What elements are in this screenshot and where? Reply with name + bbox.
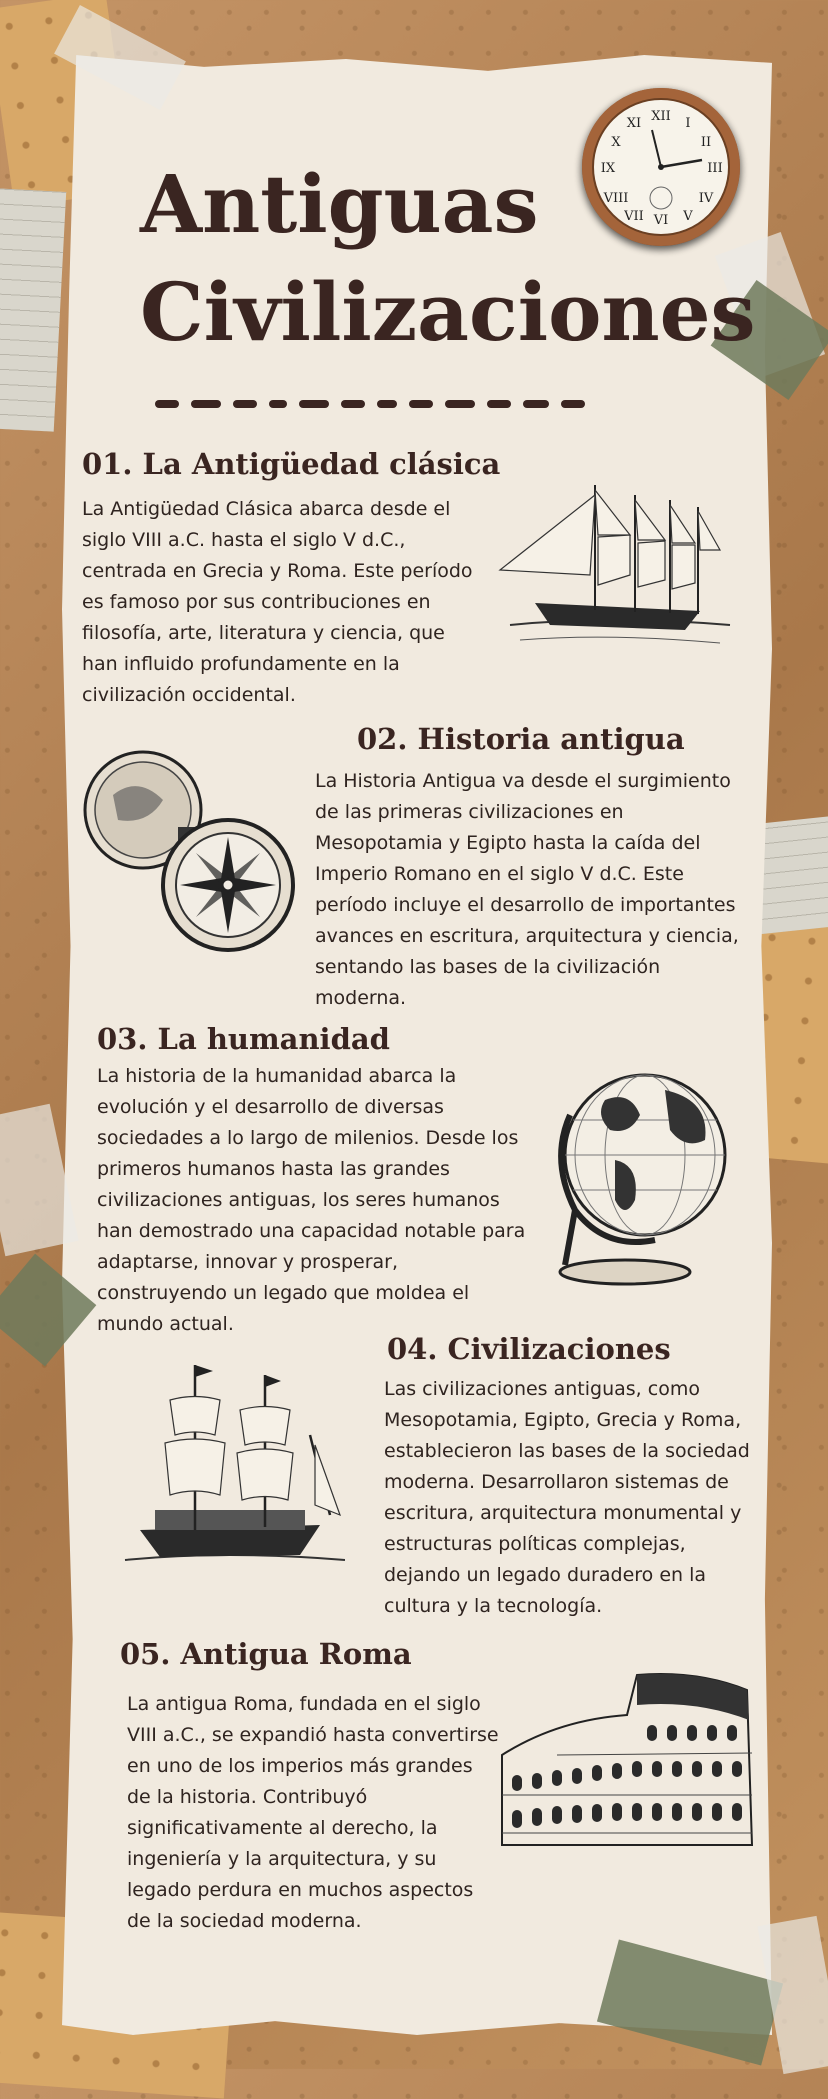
svg-text:X: X — [611, 135, 621, 150]
svg-text:XII: XII — [651, 109, 671, 124]
svg-text:VI: VI — [653, 213, 669, 228]
svg-text:V: V — [683, 209, 693, 224]
pocket-watch-icon — [582, 88, 740, 246]
svg-text:IV: IV — [698, 191, 714, 206]
compass-icon — [78, 745, 308, 975]
svg-text:I: I — [685, 116, 691, 131]
svg-text:XI: XI — [626, 116, 642, 131]
section-4-heading: 04. Civilizaciones — [387, 1332, 671, 1366]
title-line-1: Antiguas — [140, 157, 539, 251]
section-2-text: La Historia Antigua va desde el surgimiento de las primeras civilizaciones en Mesopotamia y Egipto hasta la caída del Imperio Romano en el siglo V d.C. Este período incluye el desarrollo de importantes avances en escritura, arquitectura y ciencia, sentando las bases de la civilización moderna. — [315, 770, 739, 1009]
colosseum-icon — [497, 1665, 757, 1855]
section-1-text: La Antigüedad Clásica abarca desde el siglo VIII a.C. hasta el siglo V d.C., centrada en Grecia y Roma. Este período es famoso por sus contribuciones en filosofía, arte, literatura y ciencia, que han influido profundamente en la civilización occidental. — [82, 498, 473, 706]
section-5-heading: 05. Antigua Roma — [120, 1637, 412, 1671]
section-5-text: La antigua Roma, fundada en el siglo VIII a.C., se expandió hasta convertirse en uno de los imperios más grandes de la historia. Contribuyó significativamente al derecho, la ingeniería y la arquitectura, y su legado perdura en muchos aspectos de la sociedad moderna. — [127, 1693, 499, 1932]
section-3-text: La historia de la humanidad abarca la evolución y el desarrollo de diversas sociedades a lo largo de milenios. Desde los primeros humanos hasta las grandes civilizaciones antiguas, los seres humanos han demostrado una capacidad notable para adaptarse, innovar y prosperar, construyendo un legado que moldea el mundo actual. — [97, 1065, 526, 1335]
svg-text:IX: IX — [600, 161, 616, 176]
globe-icon — [535, 1060, 735, 1300]
sailing-ship-icon — [490, 475, 740, 655]
title-line-2: Civilizaciones — [140, 265, 756, 359]
section-1-heading: 01. La Antigüedad clásica — [82, 447, 501, 481]
svg-text:VII: VII — [624, 209, 644, 224]
lined-paper-scrap — [0, 188, 66, 431]
section-2-heading: 02. Historia antigua — [357, 722, 685, 756]
svg-text:III: III — [707, 161, 723, 176]
galleon-icon — [115, 1355, 345, 1585]
title-divider — [155, 393, 675, 405]
section-4-text: Las civilizaciones antiguas, como Mesopotamia, Egipto, Grecia y Roma, establecieron las bases de la sociedad moderna. Desarrollaron sistemas de escritura, arquitectura monumental y estructuras políticas complejas, dejando un legado duradero en la cultura y la tecnología. — [384, 1378, 750, 1617]
svg-text:II: II — [700, 135, 712, 150]
svg-text:VIII: VIII — [603, 191, 629, 206]
section-3-heading: 03. La humanidad — [97, 1022, 390, 1056]
